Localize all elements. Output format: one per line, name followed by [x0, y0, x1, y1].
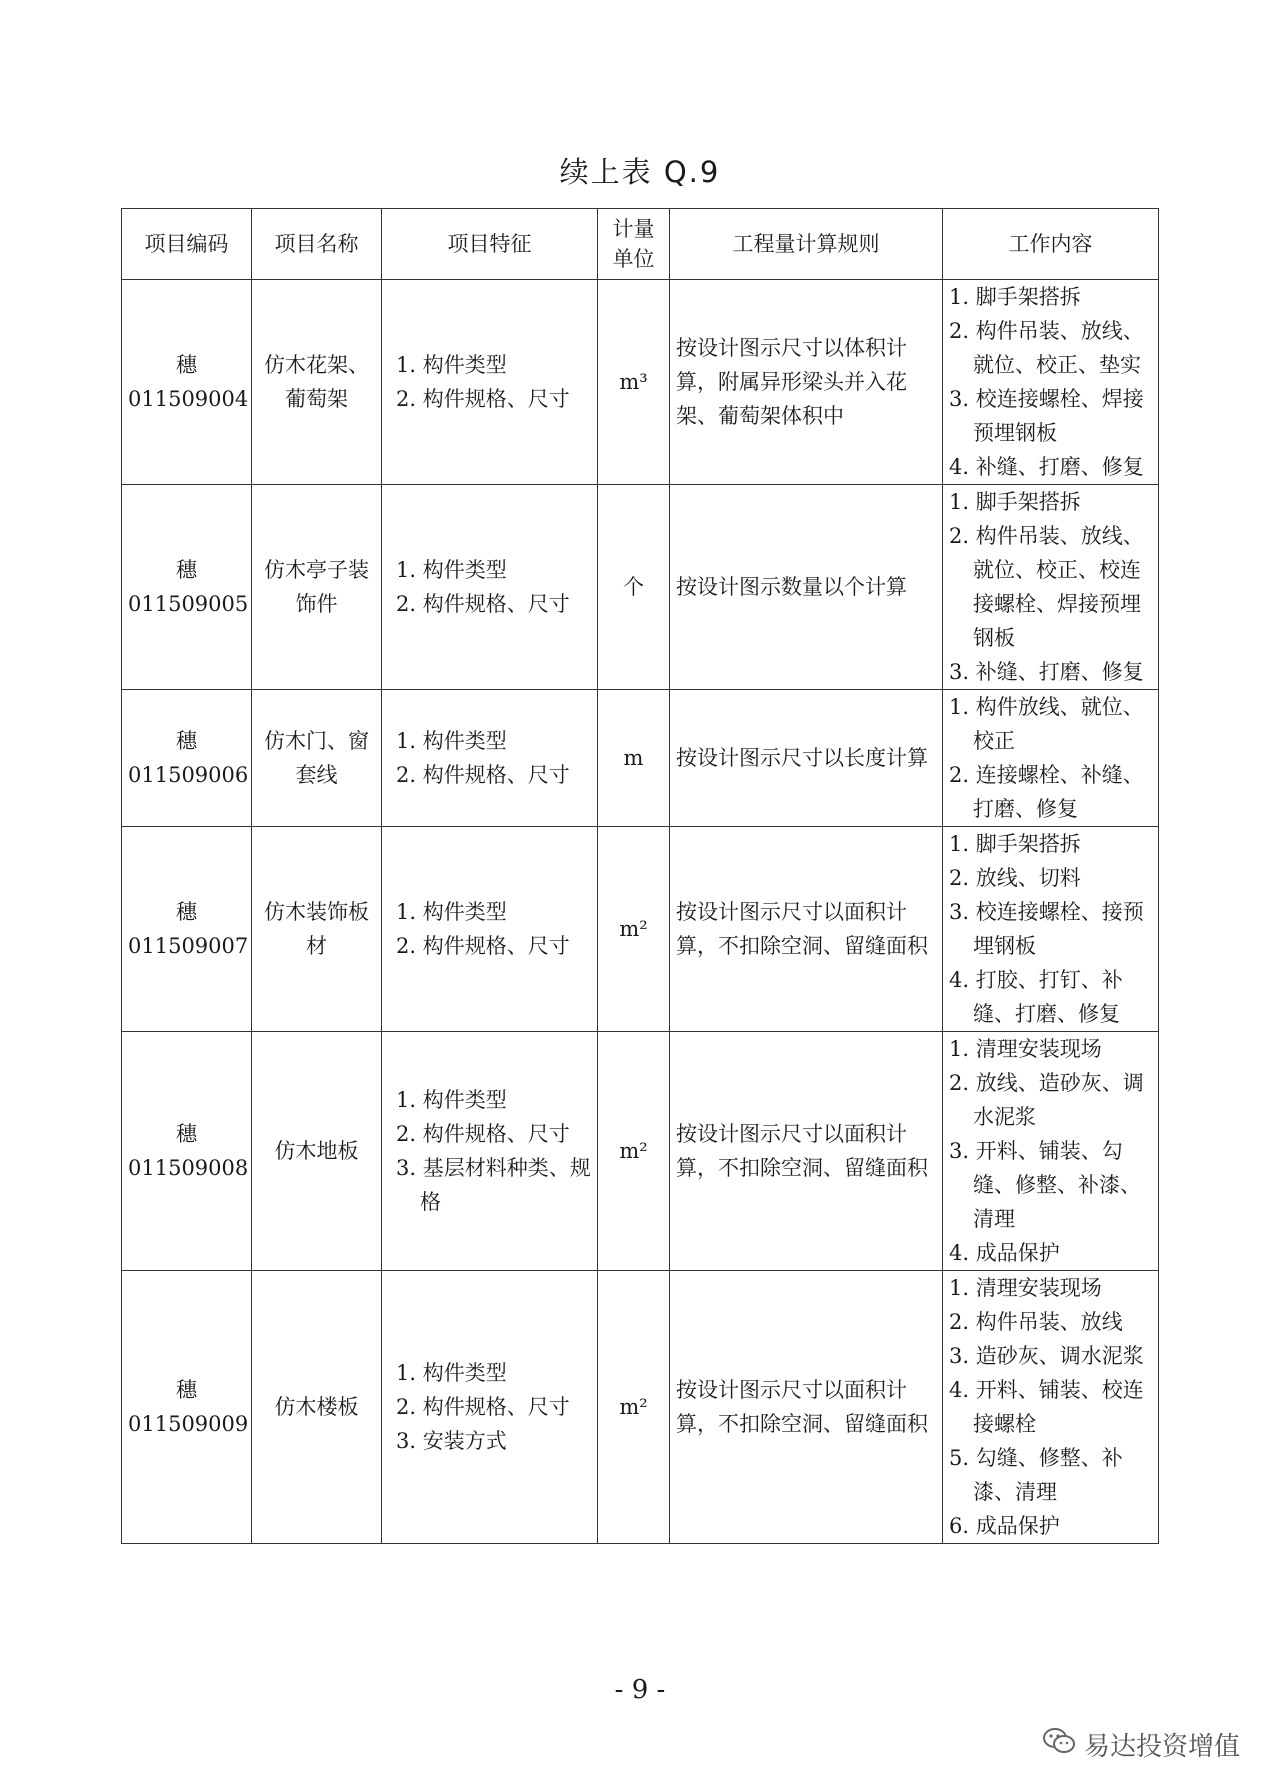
item-code-number: 011509005 [128, 592, 249, 616]
list-item: 1. 清理安装现场 [949, 1037, 1102, 1061]
unit-value: m² [619, 917, 648, 941]
item-name-cell [252, 690, 382, 827]
table-row [122, 485, 1159, 690]
features-list [388, 553, 591, 621]
header-row [122, 209, 1159, 280]
work-cell [943, 827, 1159, 1032]
item-code-cell [122, 280, 252, 485]
unit-cell [598, 827, 670, 1032]
item-name: 仿木门、窗套线 [264, 729, 369, 787]
rule-text: 按设计图示尺寸以体积计算，附属异形梁头并入花架、葡萄架体积中 [676, 336, 907, 428]
table-row [122, 280, 1159, 485]
item-name: 仿木花架、葡萄架 [264, 353, 369, 411]
rule-text: 按设计图示尺寸以面积计算，不扣除空洞、留缝面积 [676, 1122, 928, 1180]
list-item: 5. 勾缝、修整、补漆、清理 [949, 1446, 1123, 1504]
item-code-prefix: 穗 [176, 1378, 197, 1402]
list-item: 3. 基层材料种类、规格 [396, 1156, 591, 1214]
list-item: 2. 构件规格、尺寸 [396, 387, 570, 411]
item-code-number: 011509006 [128, 763, 249, 787]
list-item: 2. 构件吊装、放线、就位、校正、垫实 [949, 319, 1144, 377]
item-features-cell [382, 1271, 598, 1544]
rule-cell [670, 1032, 943, 1271]
rule-text: 按设计图示尺寸以面积计算，不扣除空洞、留缝面积 [676, 900, 928, 958]
work-list [949, 485, 1152, 689]
table-row [122, 690, 1159, 827]
work-cell [943, 485, 1159, 690]
header-rule: 工程量计算规则 [670, 209, 943, 280]
list-item: 1. 构件类型 [396, 729, 507, 753]
table-title: 续上表 Q.9 [559, 155, 721, 189]
list-item: 1. 脚手架搭拆 [949, 490, 1081, 514]
item-code-cell [122, 1032, 252, 1271]
header-code: 项目编码 [122, 209, 252, 280]
features-list [388, 724, 591, 792]
item-code-prefix: 穗 [176, 729, 197, 753]
work-list [949, 1271, 1152, 1543]
list-item: 2. 构件规格、尺寸 [396, 1395, 570, 1419]
list-item: 3. 安装方式 [396, 1429, 507, 1453]
item-code-cell [122, 690, 252, 827]
work-cell [943, 1032, 1159, 1271]
header-features: 项目特征 [382, 209, 598, 280]
unit-cell [598, 690, 670, 827]
unit-value: 个 [623, 575, 644, 599]
list-item: 2. 连接螺栓、补缝、打磨、修复 [949, 763, 1144, 821]
item-name-cell [252, 1032, 382, 1271]
table-row [122, 1032, 1159, 1271]
unit-value: m² [619, 1139, 648, 1163]
table-row [122, 1271, 1159, 1544]
list-item: 3. 造砂灰、调水泥浆 [949, 1344, 1144, 1368]
work-list [949, 280, 1152, 484]
item-code-prefix: 穗 [176, 900, 197, 924]
item-code-cell [122, 485, 252, 690]
unit-value: m [623, 746, 644, 770]
rule-text: 按设计图示尺寸以长度计算 [676, 746, 928, 770]
list-item: 3. 补缝、打磨、修复 [949, 660, 1144, 684]
item-features-cell [382, 1032, 598, 1271]
list-item: 4. 成品保护 [949, 1241, 1060, 1265]
work-list [949, 690, 1152, 826]
item-name-cell [252, 827, 382, 1032]
list-item: 1. 构件类型 [396, 1361, 507, 1385]
rule-text: 按设计图示数量以个计算 [676, 575, 907, 599]
features-list [388, 1083, 591, 1219]
item-features-cell [382, 827, 598, 1032]
wechat-icon [1042, 1726, 1076, 1763]
unit-cell [598, 1032, 670, 1271]
list-item: 2. 构件规格、尺寸 [396, 1122, 570, 1146]
list-item: 3. 校连接螺栓、接预埋钢板 [949, 900, 1144, 958]
features-list [388, 1356, 591, 1458]
rule-cell [670, 690, 943, 827]
list-item: 2. 构件规格、尺寸 [396, 934, 570, 958]
item-name: 仿木楼板 [274, 1395, 359, 1419]
header-name: 项目名称 [252, 209, 382, 280]
rule-cell [670, 485, 943, 690]
item-name: 仿木亭子装饰件 [264, 558, 369, 616]
list-item: 2. 放线、切料 [949, 866, 1081, 890]
work-cell [943, 280, 1159, 485]
list-item: 1. 清理安装现场 [949, 1276, 1102, 1300]
list-item: 3. 开料、铺装、勾缝、修整、补漆、清理 [949, 1139, 1141, 1231]
item-code-number: 011509004 [128, 387, 249, 411]
item-code-number: 011509009 [128, 1412, 249, 1436]
unit-cell [598, 1271, 670, 1544]
list-item: 4. 补缝、打磨、修复 [949, 455, 1144, 479]
list-item: 2. 放线、造砂灰、调水泥浆 [949, 1071, 1144, 1129]
item-code-prefix: 穗 [176, 1122, 197, 1146]
item-features-cell [382, 280, 598, 485]
item-name-cell [252, 485, 382, 690]
watermark-text: 易达投资增值 [1083, 1732, 1240, 1762]
item-features-cell [382, 485, 598, 690]
item-code-number: 011509007 [128, 934, 249, 958]
page-number: - 9 - [614, 1675, 666, 1705]
item-code-cell [122, 827, 252, 1032]
header-work: 工作内容 [943, 209, 1159, 280]
unit-cell [598, 280, 670, 485]
item-name-cell [252, 280, 382, 485]
rule-cell [670, 827, 943, 1032]
list-item: 1. 脚手架搭拆 [949, 285, 1081, 309]
list-item: 3. 校连接螺栓、焊接预埋钢板 [949, 387, 1144, 445]
watermark [1042, 1726, 1240, 1763]
list-item: 2. 构件规格、尺寸 [396, 763, 570, 787]
list-item: 1. 构件类型 [396, 900, 507, 924]
item-code-prefix: 穗 [176, 353, 197, 377]
item-features-cell [382, 690, 598, 827]
list-item: 2. 构件吊装、放线、就位、校正、校连接螺栓、焊接预埋钢板 [949, 524, 1144, 650]
item-name-cell [252, 1271, 382, 1544]
rule-cell [670, 1271, 943, 1544]
list-item: 1. 构件放线、就位、校正 [949, 695, 1144, 753]
work-list [949, 827, 1152, 1031]
list-item: 1. 构件类型 [396, 1088, 507, 1112]
header-unit: 计量单位 [598, 209, 670, 280]
list-item: 2. 构件规格、尺寸 [396, 592, 570, 616]
item-name: 仿木地板 [274, 1139, 359, 1163]
item-code-cell [122, 1271, 252, 1544]
spec-table [121, 208, 1159, 1544]
item-code-prefix: 穗 [176, 558, 197, 582]
list-item: 1. 构件类型 [396, 558, 507, 582]
list-item: 1. 脚手架搭拆 [949, 832, 1081, 856]
list-item: 2. 构件吊装、放线 [949, 1310, 1123, 1334]
work-cell [943, 1271, 1159, 1544]
features-list [388, 348, 591, 416]
list-item: 4. 打胶、打钉、补缝、打磨、修复 [949, 968, 1123, 1026]
unit-value: m² [619, 1395, 648, 1419]
list-item: 1. 构件类型 [396, 353, 507, 377]
work-list [949, 1032, 1152, 1270]
work-cell [943, 690, 1159, 827]
list-item: 4. 开料、铺装、校连接螺栓 [949, 1378, 1144, 1436]
unit-cell [598, 485, 670, 690]
item-name: 仿木装饰板材 [264, 900, 369, 958]
unit-value: m³ [619, 370, 648, 394]
rule-cell [670, 280, 943, 485]
rule-text: 按设计图示尺寸以面积计算，不扣除空洞、留缝面积 [676, 1378, 928, 1436]
list-item: 6. 成品保护 [949, 1514, 1060, 1538]
features-list [388, 895, 591, 963]
table-row [122, 827, 1159, 1032]
item-code-number: 011509008 [128, 1156, 249, 1180]
